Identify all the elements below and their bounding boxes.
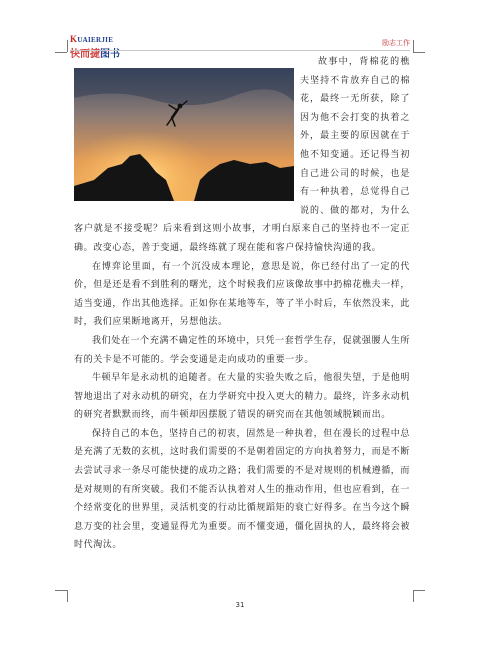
- paragraph: 我们处在一个充满不确定性的环境中，只凭一套哲学生存，促就强腰人生所有的关卡是不可能的。学会变通是走向成功的重要一步。: [74, 335, 410, 365]
- crop-mark-top-right-v: [413, 40, 414, 52]
- page-number: 31: [235, 601, 245, 609]
- publisher-logo: KUAIERJIE 快而捷图书: [70, 34, 120, 60]
- header-divider: [70, 50, 410, 51]
- article-body: [74, 53, 410, 555]
- crop-mark-top-right-h: [413, 52, 425, 53]
- crop-mark-bottom-right-h: [413, 590, 425, 591]
- crop-mark-top-left-h: [55, 52, 67, 53]
- crop-mark-top-left-v: [67, 40, 68, 52]
- crop-mark-bottom-left-h: [55, 590, 67, 591]
- section-title: 励志工作: [382, 39, 410, 47]
- paragraph: 故事中，背棉花的樵夫坚持不肯放弃自己的棉花，最终一无所获，除了因为他不会打变的执着之外，最主要的原因就在于他不知变通。还记得当初自己进公司的时候，也是有一种执着，总觉得自己说的、做的都对，为什么客户就是不接受呢？后来看到这则小故事，才明白原来自己的坚持也不一定正确。改变心态，善于变通，最终练就了现在能和客户保持愉快沟通的我。: [74, 57, 410, 253]
- paragraph: 牛顿早年是永动机的追随者。在大量的实验失败之后，他很失望，于是他明智地退出了对永动机的研究，在力学研究中投入更大的精力。最终，许多永动机的研究者默默而终，而牛顿却因摆脱了错误的研究而在其他领域脱颖而出。: [74, 373, 411, 421]
- paragraph: 保持自己的本色，坚持自己的初衷，固然是一种执着，但在漫长的过程中总是充满了无数的玄机，这时我们需要的不是朝着固定的方向执着努力，而是不断去尝试寻求一条尽可能快捷的成功之路；我们需要的不是对规则的机械遵循，而是对规则的有所突破。我们不能否认执着对人生的推动作用，但也应看到，在一个经常变化的世界里，灵活机变的行动比循规蹈矩的衰亡好得多。在当今这个瞬息万变的社会里，变通显得尤为重要。而不懂变通，僵化固执的人，最终将会被时代淘汰。: [74, 428, 411, 551]
- paragraph: 在博弈论里面，有一个沉没成本理论，意思是说，你已经付出了一定的代价，但是还是看不到胜利的曙光，这个时候我们应该像故事中扔棉花樵夫一样，适当变通，作出其他选择。正如你在某地等车，等了半小时后，车依然没来，此时，我们应果断地离开，另想他法。: [74, 261, 411, 328]
